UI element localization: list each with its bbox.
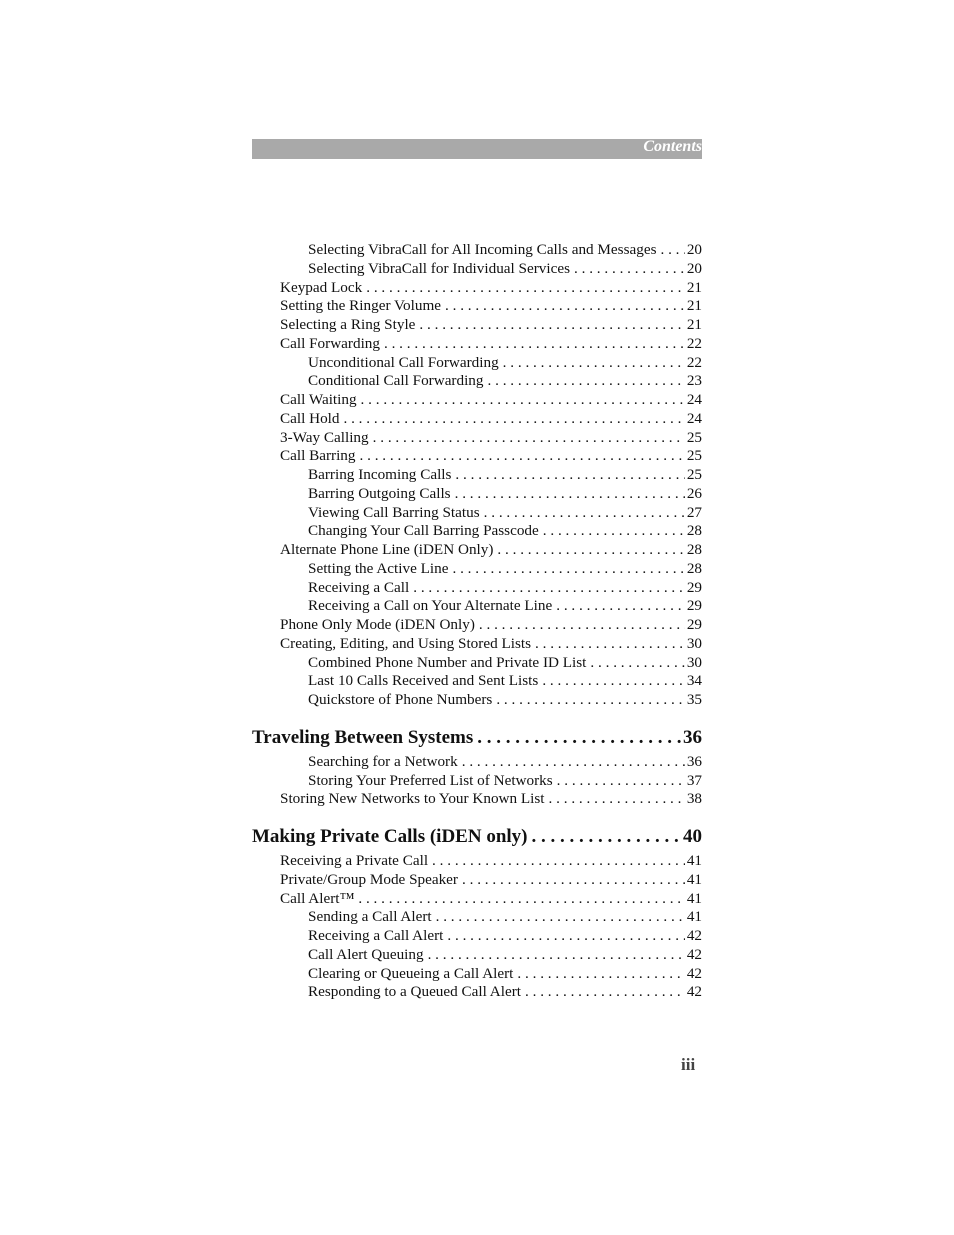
- toc-entry-title: Quickstore of Phone Numbers: [308, 691, 493, 708]
- toc-entry-page: 29: [686, 616, 702, 633]
- toc-entry-title: Private/Group Mode Speaker: [280, 870, 458, 888]
- toc-entry[interactable]: [252, 597, 702, 616]
- toc-dot-leader: [343, 410, 684, 429]
- toc-dot-leader: [462, 753, 685, 772]
- toc-entry-page: 29: [686, 597, 702, 615]
- toc-entry-title: Storing New Networks to Your Known List: [280, 790, 545, 808]
- toc-entry[interactable]: [252, 753, 702, 772]
- toc-entry-page: 22: [686, 334, 702, 352]
- toc-entry-page: 41: [686, 870, 702, 888]
- toc-dot-leader: [543, 522, 685, 541]
- toc-entry[interactable]: [252, 372, 702, 391]
- toc-entry-page: 27: [686, 503, 702, 521]
- toc-entry[interactable]: [252, 672, 702, 691]
- toc-dot-leader: [590, 654, 684, 673]
- toc-entry-title: Setting the Active Line: [308, 559, 449, 577]
- toc-entry-title: Call Alert™: [280, 889, 355, 907]
- toc-entry-title: 3-Way Calling: [280, 428, 369, 446]
- toc-entry-title: Combined Phone Number and Private ID List: [308, 653, 587, 671]
- toc-entry-title: Clearing or Queueing a Call Alert: [308, 964, 514, 982]
- toc-entry[interactable]: [252, 927, 702, 946]
- toc-entry[interactable]: [252, 772, 702, 791]
- toc-dot-leader: [445, 297, 685, 316]
- toc-entry[interactable]: [252, 560, 702, 579]
- toc-entry-page: 20: [686, 241, 702, 258]
- toc-entry-title: Unconditional Call Forwarding: [308, 353, 499, 371]
- toc-dot-leader: [542, 672, 685, 691]
- toc-entry-title: Call Alert Queuing: [308, 945, 424, 963]
- toc-dot-leader: [428, 946, 685, 965]
- toc-entry-page: 38: [686, 790, 702, 808]
- toc-entry-title: Changing Your Call Barring Passcode: [308, 522, 539, 540]
- toc-entry-title: Receiving a Call on Your Alternate Line: [308, 597, 553, 615]
- toc-entry-page: 25: [686, 428, 702, 446]
- toc-entry-title: Viewing Call Barring Status: [308, 503, 480, 521]
- toc-entry-page: 25: [686, 447, 702, 465]
- toc-entry-page: 42: [686, 945, 702, 963]
- toc-entry-page: 36: [683, 726, 702, 748]
- toc-entry[interactable]: [252, 354, 702, 373]
- toc-entry[interactable]: [252, 579, 702, 598]
- toc-entry-page: 28: [686, 522, 702, 540]
- table-of-contents: [252, 241, 702, 1002]
- toc-entry-page: 34: [686, 672, 702, 690]
- toc-entry[interactable]: [252, 946, 702, 965]
- toc-dot-leader: [361, 391, 685, 410]
- toc-entry[interactable]: [252, 616, 702, 635]
- toc-entry-page: 28: [686, 541, 702, 558]
- toc-dot-leader: [455, 485, 685, 504]
- toc-dot-leader: [535, 635, 685, 654]
- toc-entry-title: Keypad Lock: [280, 278, 363, 296]
- toc-entry[interactable]: [252, 429, 702, 448]
- toc-entry-title: Barring Incoming Calls: [308, 466, 452, 483]
- toc-entry[interactable]: [252, 485, 702, 504]
- toc-entry-title: Setting the Ringer Volume: [280, 297, 442, 315]
- toc-entry-page: 42: [686, 927, 702, 944]
- toc-entry-title: Responding to a Queued Call Alert: [308, 983, 522, 1001]
- toc-entry-page: 42: [686, 964, 702, 982]
- toc-entry-title: Selecting a Ring Style: [280, 316, 416, 333]
- toc-dot-leader: [432, 852, 685, 871]
- toc-dot-leader: [447, 927, 684, 946]
- toc-entry-title: Making Private Calls (iDEN only): [252, 826, 528, 847]
- toc-entry[interactable]: [252, 410, 702, 429]
- toc-entry-page: 41: [686, 889, 702, 907]
- toc-entry-title: Creating, Editing, and Using Stored Lists: [280, 634, 531, 652]
- toc-entry-title: Selecting VibraCall for Individual Services: [308, 259, 570, 277]
- toc-entry[interactable]: [252, 790, 702, 809]
- toc-entry-title: Receiving a Call Alert: [308, 927, 444, 944]
- toc-entry-title: Call Waiting: [280, 391, 357, 408]
- toc-entry-page: 23: [686, 372, 702, 390]
- toc-section-heading[interactable]: [252, 822, 702, 852]
- toc-entry-title: Phone Only Mode (iDEN Only): [280, 616, 475, 633]
- toc-entry-title: Receiving a Private Call: [280, 852, 429, 869]
- toc-entry[interactable]: [252, 260, 702, 279]
- toc-entry-page: 28: [686, 559, 702, 577]
- toc-dot-leader: [358, 890, 684, 909]
- page-number: iii: [681, 1055, 696, 1074]
- toc-entry-page: 40: [683, 826, 702, 847]
- toc-entry-page: 25: [686, 466, 702, 483]
- toc-dot-leader: [455, 466, 684, 485]
- toc-entry[interactable]: [252, 890, 702, 909]
- toc-entry-page: 29: [686, 578, 702, 596]
- toc-entry-page: 21: [686, 278, 702, 296]
- toc-entry[interactable]: [252, 691, 702, 710]
- toc-entry-title: Storing Your Preferred List of Networks: [308, 771, 553, 789]
- toc-dot-leader: [479, 616, 685, 635]
- toc-entry-title: Alternate Phone Line (iDEN Only): [280, 541, 494, 558]
- toc-entry-page: 35: [686, 691, 702, 708]
- toc-dot-leader: [360, 447, 685, 466]
- toc-dot-leader: [532, 822, 682, 852]
- toc-dot-leader: [462, 871, 685, 890]
- toc-entry[interactable]: [252, 391, 702, 410]
- toc-dot-leader: [517, 965, 684, 984]
- toc-entry-title: Barring Outgoing Calls: [308, 484, 451, 502]
- toc-dot-leader: [574, 260, 685, 279]
- toc-entry-page: 20: [686, 259, 702, 277]
- toc-entry-title: Traveling Between Systems: [252, 726, 474, 748]
- toc-entry-page: 37: [686, 771, 702, 789]
- toc-entry[interactable]: [252, 522, 702, 541]
- toc-entry-page: 41: [686, 908, 702, 926]
- toc-entry[interactable]: [252, 965, 702, 984]
- toc-entry[interactable]: [252, 635, 702, 654]
- toc-entry[interactable]: [252, 297, 702, 316]
- toc-entry-title: Selecting VibraCall for All Incoming Calls and Messages: [308, 241, 657, 258]
- header-title: Contents: [643, 138, 702, 155]
- toc-entry-page: 42: [686, 983, 702, 1001]
- toc-dot-leader: [556, 597, 685, 616]
- toc-dot-leader: [452, 560, 684, 579]
- toc-dot-leader: [660, 241, 684, 260]
- toc-dot-leader: [549, 790, 685, 809]
- toc-dot-leader: [436, 908, 685, 927]
- toc-entry-title: Call Barring: [280, 447, 356, 465]
- toc-entry[interactable]: [252, 241, 702, 260]
- toc-entry-title: Sending a Call Alert: [308, 908, 432, 926]
- toc-section-heading[interactable]: [252, 723, 702, 753]
- toc-entry-page: 26: [686, 484, 702, 502]
- toc-entry-page: 21: [686, 316, 702, 333]
- toc-entry[interactable]: [252, 908, 702, 927]
- toc-entry[interactable]: [252, 466, 702, 485]
- toc-entry-page: 24: [686, 391, 702, 408]
- toc-entry[interactable]: [252, 983, 702, 1002]
- toc-entry[interactable]: [252, 335, 702, 354]
- toc-dot-leader: [503, 354, 685, 373]
- toc-dot-leader: [373, 429, 685, 448]
- toc-dot-leader: [384, 335, 685, 354]
- toc-entry-title: Receiving a Call: [308, 578, 410, 596]
- toc-entry-title: Call Forwarding: [280, 334, 380, 352]
- toc-entry-title: Last 10 Calls Received and Sent Lists: [308, 672, 539, 690]
- toc-dot-leader: [557, 772, 685, 791]
- toc-entry-page: 36: [686, 752, 702, 770]
- toc-entry-title: Searching for a Network: [308, 752, 458, 770]
- toc-entry-page: 30: [686, 653, 702, 671]
- toc-entry[interactable]: [252, 279, 702, 298]
- toc-entry-page: 41: [686, 852, 702, 869]
- toc-entry[interactable]: [252, 541, 702, 560]
- toc-entry[interactable]: [252, 447, 702, 466]
- toc-dot-leader: [413, 579, 685, 598]
- toc-dot-leader: [477, 723, 681, 753]
- toc-entry[interactable]: [252, 654, 702, 673]
- toc-dot-leader: [419, 316, 684, 335]
- toc-dot-leader: [488, 372, 685, 391]
- toc-dot-leader: [525, 983, 685, 1002]
- toc-entry-title: Call Hold: [280, 409, 340, 427]
- toc-dot-leader: [366, 279, 685, 298]
- toc-entry-page: 22: [686, 353, 702, 371]
- header-bar: [252, 139, 702, 159]
- toc-entry[interactable]: [252, 871, 702, 890]
- toc-dot-leader: [497, 541, 684, 560]
- toc-entry[interactable]: [252, 504, 702, 523]
- toc-entry-page: 21: [686, 297, 702, 315]
- toc-entry-page: 30: [686, 634, 702, 652]
- toc-entry[interactable]: [252, 852, 702, 871]
- toc-entry-title: Conditional Call Forwarding: [308, 372, 484, 390]
- toc-entry[interactable]: [252, 316, 702, 335]
- toc-dot-leader: [484, 504, 685, 523]
- toc-entry-page: 24: [686, 409, 702, 427]
- toc-dot-leader: [496, 691, 684, 710]
